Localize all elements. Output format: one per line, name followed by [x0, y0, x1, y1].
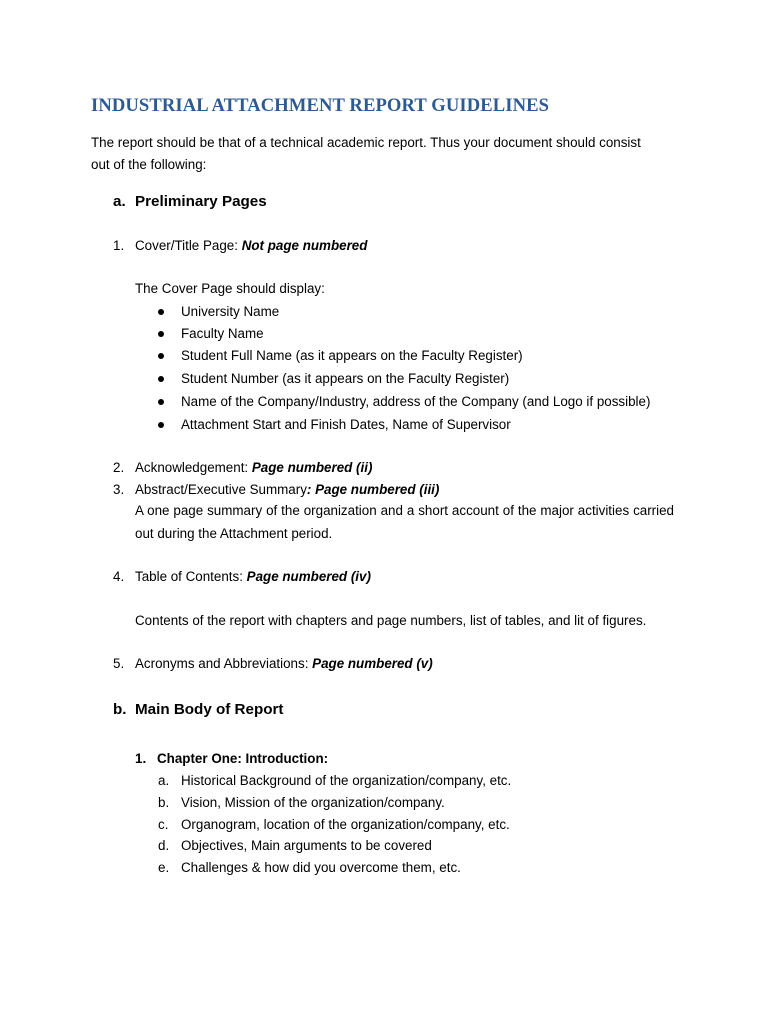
- list-item-3: [113, 482, 439, 497]
- bullet-text: Student Full Name (as it appears on the Faculty Register): [181, 348, 523, 363]
- section-b-heading: Main Body of Report: [135, 701, 284, 718]
- section-a-heading: Preliminary Pages: [135, 193, 267, 210]
- list-number: 1.: [135, 751, 147, 766]
- page-number-note: Page numbered (v): [312, 656, 433, 671]
- cover-intro: The Cover Page should display:: [135, 281, 325, 296]
- bullet-icon: [158, 422, 164, 428]
- sub-item-marker: e.: [158, 860, 170, 875]
- sub-item-text: Objectives, Main arguments to be covered: [181, 838, 432, 853]
- chapter-label: Chapter One: Introduction:: [157, 751, 329, 766]
- list-number: 2.: [113, 460, 125, 475]
- sub-item-text: Organogram, location of the organization/company, etc.: [181, 817, 510, 832]
- page-number-note: Not page numbered: [241, 238, 368, 253]
- bullet-icon: [158, 376, 164, 382]
- intro-line-2: out of the following:: [91, 157, 207, 172]
- chapter-one: [135, 751, 328, 766]
- list-number: 4.: [113, 569, 125, 584]
- bullet-text: Faculty Name: [181, 326, 264, 341]
- list-label: Acronyms and Abbreviations:: [135, 656, 313, 671]
- list-item-5: [113, 656, 433, 671]
- list-item-1: [113, 238, 367, 253]
- sub-item-text: Vision, Mission of the organization/company.: [181, 795, 445, 810]
- document-title: INDUSTRIAL ATTACHMENT REPORT GUIDELINES: [91, 95, 550, 116]
- page-number-note: Page numbered (iv): [246, 569, 371, 584]
- list-number: 3.: [113, 482, 125, 497]
- sub-item-marker: c.: [158, 817, 169, 832]
- sub-item-text: Challenges & how did you overcome them, etc.: [181, 860, 461, 875]
- sub-item-text: Historical Background of the organization/company, etc.: [181, 773, 512, 788]
- bullet-text: Student Number (as it appears on the Faculty Register): [181, 371, 510, 386]
- bullet-icon: [158, 331, 164, 337]
- item-4-description: Contents of the report with chapters and page numbers, list of tables, and lit of figures.: [135, 613, 647, 628]
- sub-item-marker: b.: [158, 795, 170, 810]
- list-number: 5.: [113, 656, 125, 671]
- page-number-note: Page numbered (ii): [251, 460, 373, 475]
- bullet-text: University Name: [181, 304, 280, 319]
- bullet-icon: [158, 399, 164, 405]
- bullet-icon: [158, 309, 164, 315]
- list-label: Abstract/Executive Summary: [135, 482, 307, 497]
- bullet-text: Name of the Company/Industry, address of the Company (and Logo if possible): [181, 394, 651, 409]
- list-item-2: [113, 460, 372, 475]
- sub-item-marker: d.: [158, 838, 170, 853]
- sub-item-marker: a.: [158, 773, 170, 788]
- list-label: Acknowledgement:: [135, 460, 252, 475]
- bullet-text: Attachment Start and Finish Dates, Name of Supervisor: [181, 417, 511, 432]
- list-label: Table of Contents:: [135, 569, 247, 584]
- bullet-icon: [158, 353, 164, 359]
- list-item-4: [113, 569, 371, 584]
- item-3-description: A one page summary of the organization and a short account of the major activities carried out during the Attachment period.: [135, 503, 674, 541]
- list-label: Cover/Title Page:: [135, 238, 242, 253]
- section-a-marker: a.: [113, 193, 126, 210]
- page-number-note: : Page numbered (iii): [306, 482, 440, 497]
- intro-line-1: The report should be that of a technical academic report. Thus your document should consist: [91, 135, 641, 150]
- section-b-marker: b.: [113, 701, 127, 718]
- list-number: 1.: [113, 238, 125, 253]
